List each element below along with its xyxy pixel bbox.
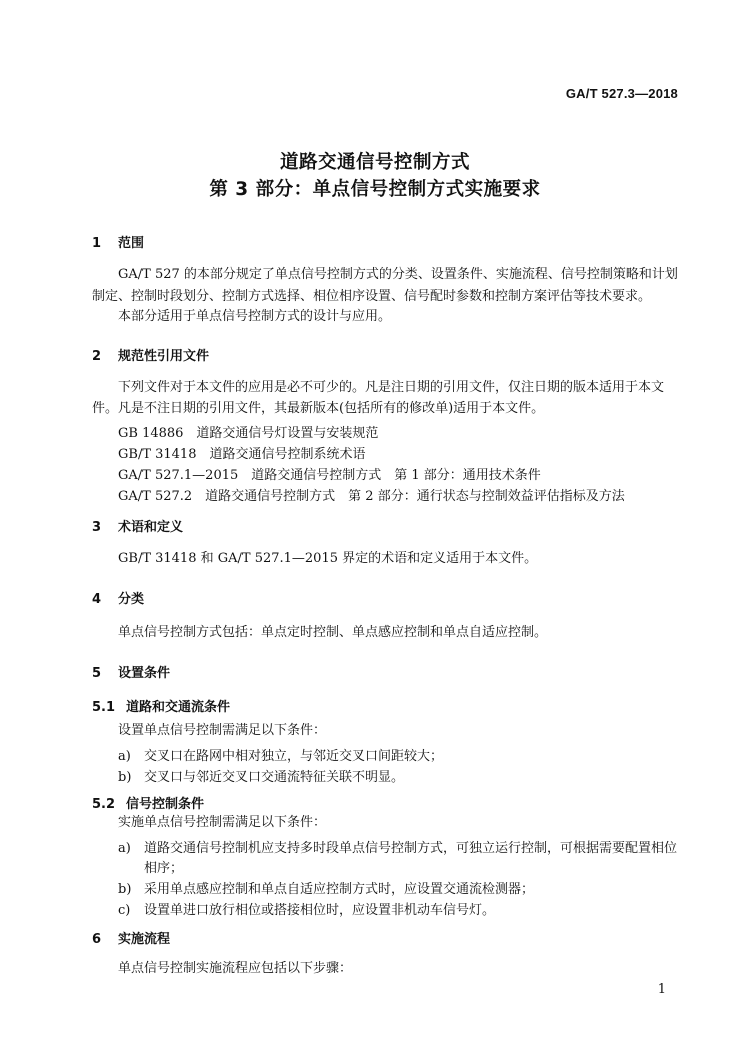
- section-title: 规范性引用文件: [118, 349, 210, 364]
- section-6-heading: [92, 928, 170, 947]
- subsection-5-2-heading: [92, 793, 204, 812]
- subsection-number: 5.1: [92, 700, 116, 715]
- section-title: 分类: [118, 592, 145, 607]
- section-number: 4: [92, 592, 102, 607]
- subsection-title: 道路和交通流条件: [126, 700, 231, 715]
- document-title: 道路交通信号控制方式: [279, 152, 470, 173]
- section-4-heading: [92, 588, 144, 607]
- list-text: 道路交通信号控制机应支持多时段单点信号控制方式，可独立运行控制，可根据需要配置相位: [144, 841, 678, 856]
- subsection-title: 信号控制条件: [126, 797, 205, 812]
- section-title: 实施流程: [118, 932, 171, 947]
- section-1-heading: [92, 232, 144, 251]
- subsection-5-1-heading: [92, 696, 230, 715]
- section-5-heading: [92, 662, 170, 681]
- section-2-heading: [92, 345, 209, 364]
- section-2-para-line2: 件。凡是不注日期的引用文件，其最新版本(包括所有的修改单)适用于本文件。: [92, 401, 545, 416]
- section-title: 术语和定义: [118, 520, 184, 535]
- section-4-para: 单点信号控制方式包括：单点定时控制、单点感应控制和单点自适应控制。: [118, 625, 548, 640]
- section-number: 1: [92, 236, 102, 251]
- list-text: 采用单点感应控制和单点自适应控制方式时，应设置交通流检测器；: [144, 882, 535, 897]
- list-item: [118, 766, 404, 785]
- list-marker: a): [118, 841, 131, 856]
- section-3-heading: [92, 516, 183, 535]
- section-number: 5: [92, 666, 102, 681]
- section-number: 3: [92, 520, 102, 535]
- reference-item: GA/T 527.1—2015 道路交通信号控制方式 第 1 部分：通用技术条件: [118, 468, 541, 483]
- list-marker: a): [118, 749, 131, 764]
- list-text: 设置单进口放行相位或搭接相位时，应设置非机动车信号灯。: [144, 903, 496, 918]
- standard-code: GA/T 527.3—2018: [565, 86, 678, 101]
- reference-item: GA/T 527.2 道路交通信号控制方式 第 2 部分：通行状态与控制效益评估指标及方法: [118, 489, 625, 504]
- list-marker: b): [118, 770, 132, 785]
- subsection-5-2-intro: 实施单点信号控制需满足以下条件：: [118, 815, 327, 830]
- section-3-para: GB/T 31418 和 GA/T 527.1—2015 界定的术语和定义适用于本文件。: [118, 551, 538, 566]
- list-marker: b): [118, 882, 132, 897]
- section-1-para1-line2: 制定、控制时段划分、控制方式选择、相位相序设置、信号配时参数和控制方案评估等技术要求。: [92, 289, 652, 304]
- list-text: 交叉口在路网中相对独立，与邻近交叉口间距较大；: [144, 749, 444, 764]
- section-title: 范围: [118, 236, 145, 251]
- subsection-5-1-intro: 设置单点信号控制需满足以下条件：: [118, 723, 327, 738]
- list-item: [118, 837, 677, 856]
- list-marker: c): [118, 903, 131, 918]
- section-6-para: 单点信号控制实施流程应包括以下步骤：: [118, 961, 353, 976]
- document-subtitle: 第 3 部分：单点信号控制方式实施要求: [209, 179, 541, 200]
- list-item: [118, 745, 443, 764]
- section-2-para-line1: 下列文件对于本文件的应用是必不可少的。凡是注日期的引用文件，仅注日期的版本适用于本文: [118, 380, 665, 395]
- section-number: 6: [92, 932, 102, 947]
- list-item: [118, 899, 495, 918]
- list-item: [118, 878, 534, 897]
- subsection-number: 5.2: [92, 797, 116, 812]
- section-1-para2: 本部分适用于单点信号控制方式的设计与应用。: [118, 309, 392, 324]
- section-1-para1-line1: GA/T 527 的本部分规定了单点信号控制方式的分类、设置条件、实施流程、信号控制策略和计划: [118, 267, 678, 282]
- reference-item: GB 14886 道路交通信号灯设置与安装规范: [118, 426, 379, 441]
- list-text: 交叉口与邻近交叉口交通流特征关联不明显。: [144, 770, 405, 785]
- section-title: 设置条件: [118, 666, 171, 681]
- list-item-continuation: 相序；: [144, 861, 184, 876]
- reference-item: GB/T 31418 道路交通信号控制系统术语: [118, 447, 366, 462]
- page-number: 1: [657, 982, 666, 997]
- section-number: 2: [92, 349, 102, 364]
